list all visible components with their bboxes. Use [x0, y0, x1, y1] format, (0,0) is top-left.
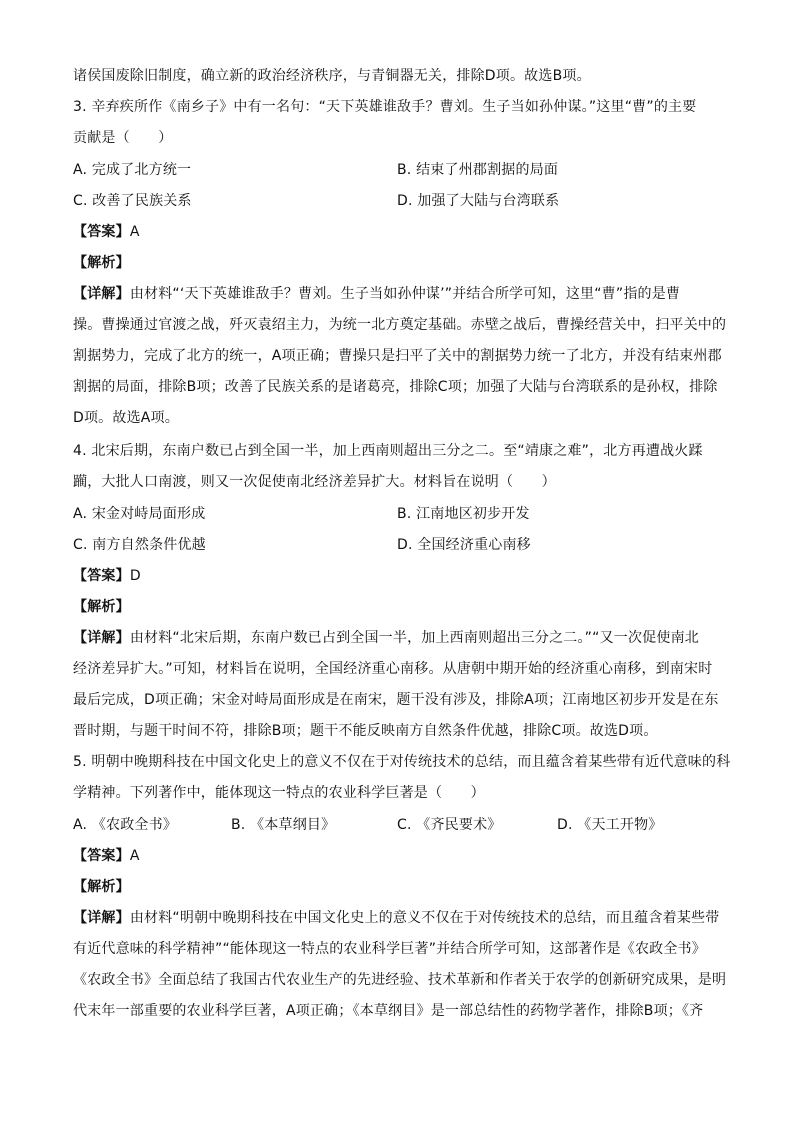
- answer-tag: 【答案】: [73, 568, 130, 584]
- q4-detail-line3: 最后完成，D项正确；宋金对峙局面形成是在南宋，题干没有涉及，排除A项；江南地区初步开发是在东: [73, 692, 719, 708]
- q4-answer: [73, 566, 141, 586]
- q3-stem-line1: 3. 辛弃疾所作《南乡子》中有一名句：“天下英雄谁敌手？曹刘。生子当如孙仲谋。”这里“曹”的主要: [73, 99, 697, 115]
- q3-option-c: C. 改善了民族关系: [73, 193, 192, 209]
- q3-detail-line2: 操。曹操通过官渡之战，歼灭袁绍主力，为统一北方奠定基础。赤壁之战后，曹操经营关中，扫平关中的: [73, 317, 727, 333]
- q4-option-d: D. 全国经济重心南移: [397, 537, 531, 553]
- q5-option-d: D. 《天工开物》: [557, 817, 663, 833]
- q4-detail-line4: 晋时期，与题干时间不符，排除B项；题干不能反映南方自然条件优越，排除C项。故选D项。: [73, 723, 658, 739]
- intro-text: 诸侯国废除旧制度，确立新的政治经济秩序，与青铜器无关，排除D项。故选B项。: [73, 68, 591, 84]
- q3-detail-line3: 割据势力，完成了北方的统一，A项正确；曹操只是扫平了关中的割据势力统一了北方，并没有结束州郡: [73, 348, 722, 364]
- answer-value: A: [129, 848, 140, 864]
- q5-answer: [73, 846, 140, 866]
- answer-tag: 【答案】: [73, 848, 130, 864]
- detail-text: 由材料“‘天下英雄谁敌手？曹刘。生子当如孙仲谋’”并结合所学可知，这里“曹”指的是曹: [129, 286, 681, 302]
- q4-option-a: A. 宋金对峙局面形成: [73, 506, 206, 522]
- q5-option-c: C. 《齐民要术》: [397, 817, 502, 833]
- detail-tag: 【详解】: [73, 910, 130, 926]
- q5-detail-line2: 有近代意味的科学精神”“能体现这一特点的农业科学巨著”并结合所学可知，这部著作是《农政全书》: [73, 941, 706, 957]
- answer-value: D: [129, 568, 141, 584]
- q4-option-b: B. 江南地区初步开发: [397, 506, 530, 522]
- q5-option-b: B. 《本草纲目》: [231, 817, 336, 833]
- q5-detail-line1: [73, 908, 719, 928]
- q5-detail-line3: 《农政全书》全面总结了我国古代农业生产的先进经验、技术革新和作者关于农学的创新研究成果，是明: [73, 972, 727, 988]
- q3-option-d: D. 加强了大陆与台湾联系: [397, 193, 560, 209]
- q3-option-a: A. 完成了北方统一: [73, 162, 192, 178]
- q3-analysis-tag: 【解析】: [73, 255, 130, 271]
- q3-answer: [73, 222, 140, 242]
- q5-stem-line2: 学精神。下列著作中，能体现这一特点的农业科学巨著是（ ）: [73, 783, 723, 803]
- detail-text: 由材料“北宋后期，东南户数已占到全国一半，加上西南则超出三分之二。”“又一次促使南北: [129, 630, 699, 646]
- q5-stem-line1-visible: 5. 明朝中晚期科技在中国文化史上的意义不仅在于对传统技术的总结，而且蕴含着某些带有近代意味的科: [73, 754, 731, 770]
- q5-detail-line4: 代末年一部重要的农业科学巨著，A项正确；《本草纲目》是一部总结性的药物学著作，排除B项；《齐: [73, 1003, 704, 1019]
- q5-option-a: A. 《农政全书》: [73, 817, 178, 833]
- q3-stem-line2: 贡献是（ ）: [73, 130, 173, 146]
- q5-analysis-tag: 【解析】: [73, 879, 130, 895]
- q4-detail-line1: [73, 628, 699, 648]
- q4-stem-line1: 4. 北宋后期，东南户数已占到全国一半，加上西南则超出三分之二。至“靖康之难”，北方再遭战火蹂: [73, 443, 703, 459]
- answer-value: A: [129, 224, 140, 240]
- q3-detail-line5: D项。故选A项。: [73, 410, 179, 426]
- detail-tag: 【详解】: [73, 630, 130, 646]
- q3-detail-line1: [73, 284, 680, 304]
- q4-analysis-tag: 【解析】: [73, 599, 130, 615]
- q4-option-c: C. 南方自然条件优越: [73, 537, 206, 553]
- q3-detail-line4: 割据的局面，排除B项；改善了民族关系的是诸葛亮，排除C项；加强了大陆与台湾联系的是孙权，排除: [73, 379, 718, 395]
- detail-text: 由材料“明朝中晚期科技在中国文化史上的意义不仅在于对传统技术的总结，而且蕴含着某些带: [129, 910, 720, 926]
- q3-option-b: B. 结束了州郡割据的局面: [397, 162, 559, 178]
- answer-tag: 【答案】: [73, 224, 130, 240]
- detail-tag: 【详解】: [73, 286, 130, 302]
- q4-detail-line2: 经济差异扩大。”可知，材料旨在说明，全国经济重心南移。从唐朝中期开始的经济重心南移，到南宋时: [73, 661, 713, 677]
- q4-stem-line2: 躏，大批人口南渡，则又一次促使南北经济差异扩大。材料旨在说明（ ）: [73, 474, 556, 490]
